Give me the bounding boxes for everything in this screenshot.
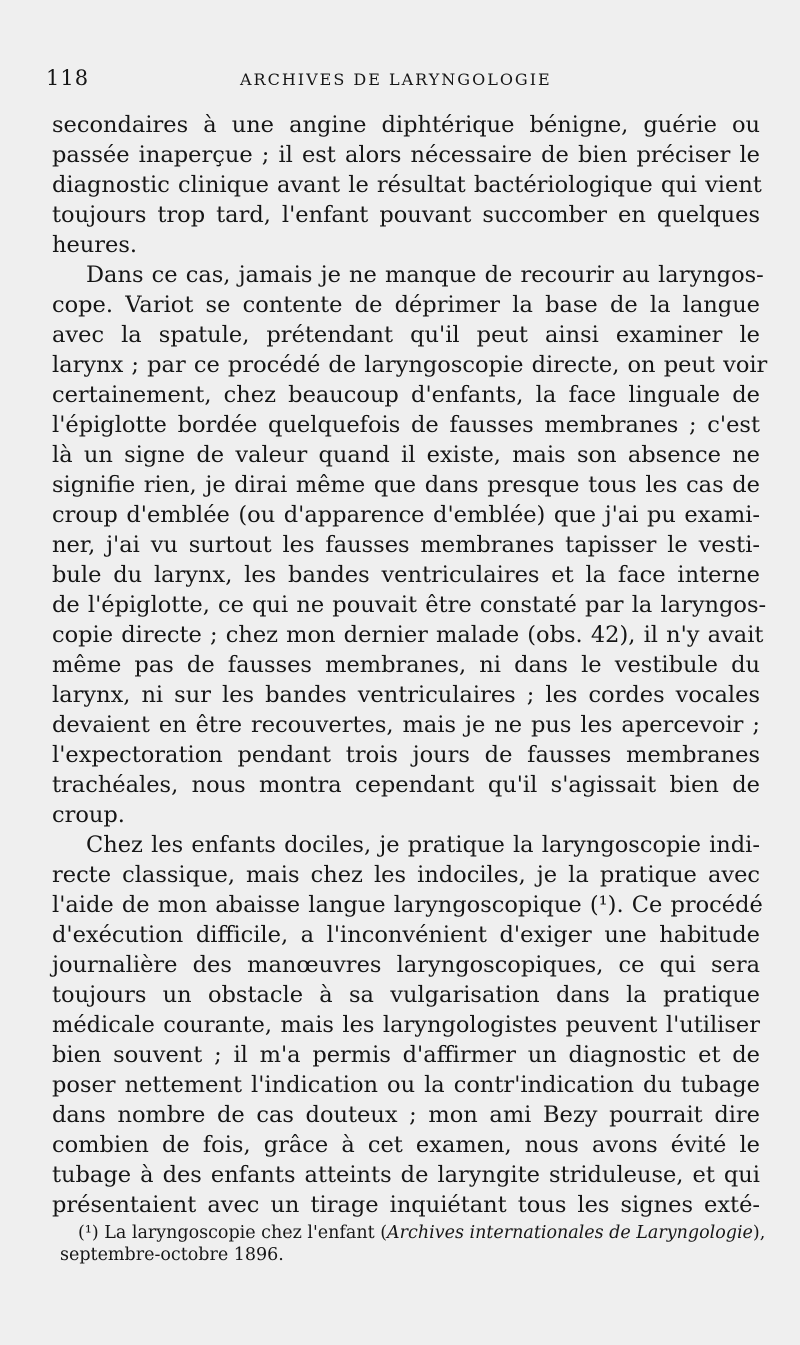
text-line: devaient en être recouvertes, mais je ne pus les apercevoir ;: [52, 712, 760, 738]
text-line: là un signe de valeur quand il existe, mais son absence ne: [52, 442, 760, 468]
text-line: l'épiglotte bordée quelquefois de fausses membranes ; c'est: [52, 412, 760, 438]
text-line: cope. Variot se contente de déprimer la base de la langue: [52, 292, 760, 318]
text-line: bule du larynx, les bandes ventriculaires et la face interne: [52, 562, 760, 588]
page-number: 118: [46, 66, 90, 90]
text-line: Dans ce cas, jamais je ne manque de recourir au laryngos-: [86, 262, 764, 288]
text-line: médicale courante, mais les laryngologistes peuvent l'utiliser: [52, 1012, 760, 1038]
page-header: [0, 66, 800, 96]
text-line: tubage à des enfants atteints de laryngite striduleuse, et qui: [52, 1162, 760, 1188]
text-line: diagnostic clinique avant le résultat bactériologique qui vient: [52, 172, 762, 198]
footnote-text: ),: [752, 1223, 766, 1243]
text-line: dans nombre de cas douteux ; mon ami Bezy pourrait dire: [52, 1102, 760, 1128]
text-line: combien de fois, grâce à cet examen, nous avons évité le: [52, 1132, 760, 1158]
text-line: recte classique, mais chez les indociles, je la pratique avec: [52, 862, 760, 888]
text-line: toujours trop tard, l'enfant pouvant succomber en quelques: [52, 202, 760, 228]
text-line: copie directe ; chez mon dernier malade (obs. 42), il n'y avait: [52, 622, 764, 648]
footnote: [60, 1222, 766, 1266]
footnote-text: (¹) La laryngoscopie chez l'enfant (: [78, 1223, 388, 1243]
text-line: avec la spatule, prétendant qu'il peut ainsi examiner le: [52, 322, 760, 348]
text-line: larynx ; par ce procédé de laryngoscopie directe, on peut voir: [52, 352, 768, 378]
text-line: Chez les enfants dociles, je pratique la laryngoscopie indi-: [86, 832, 760, 858]
text-line: présentaient avec un tirage inquiétant tous les signes exté-: [52, 1192, 760, 1218]
footnote-line: [60, 1222, 766, 1244]
text-line: même pas de fausses membranes, ni dans le vestibule du: [52, 652, 760, 678]
text-line: larynx, ni sur les bandes ventriculaires ; les cordes vocales: [52, 682, 760, 708]
text-line: l'aide de mon abaisse langue laryngoscopique (¹). Ce procédé: [52, 892, 763, 918]
text-line: certainement, chez beaucoup d'enfants, la face linguale de: [52, 382, 760, 408]
text-line: croup d'emblée (ou d'apparence d'emblée) que j'ai pu exami-: [52, 502, 760, 528]
text-line: secondaires à une angine diphtérique bénigne, guérie ou: [52, 112, 760, 138]
text-line: poser nettement l'indication ou la contr'indication du tubage: [52, 1072, 760, 1098]
text-line: bien souvent ; il m'a permis d'affirmer un diagnostic et de: [52, 1042, 760, 1068]
text-line: passée inaperçue ; il est alors nécessaire de bien préciser le: [52, 142, 760, 168]
running-title: ARCHIVES DE LARYNGOLOGIE: [240, 70, 552, 89]
text-line: d'exécution difficile, a l'inconvénient d'exiger une habitude: [52, 922, 760, 948]
text-line: trachéales, nous montra cependant qu'il s'agissait bien de: [52, 772, 760, 798]
text-line: croup.: [52, 802, 125, 828]
text-line: signifie rien, je dirai même que dans presque tous les cas de: [52, 472, 760, 498]
text-line: l'expectoration pendant trois jours de fausses membranes: [52, 742, 760, 768]
text-line: de l'épiglotte, ce qui ne pouvait être constaté par la laryngos-: [52, 592, 767, 618]
text-line: ner, j'ai vu surtout les fausses membranes tapisser le vesti-: [52, 532, 760, 558]
footnote-journal-title: Archives internationales de Laryngologie: [387, 1223, 753, 1243]
footnote-line: septembre-octobre 1896.: [60, 1245, 284, 1265]
text-line: heures.: [52, 232, 138, 258]
text-line: toujours un obstacle à sa vulgarisation dans la pratique: [52, 982, 760, 1008]
text-line: journalière des manœuvres laryngoscopiques, ce qui sera: [52, 952, 760, 978]
body-text: [52, 110, 768, 1220]
